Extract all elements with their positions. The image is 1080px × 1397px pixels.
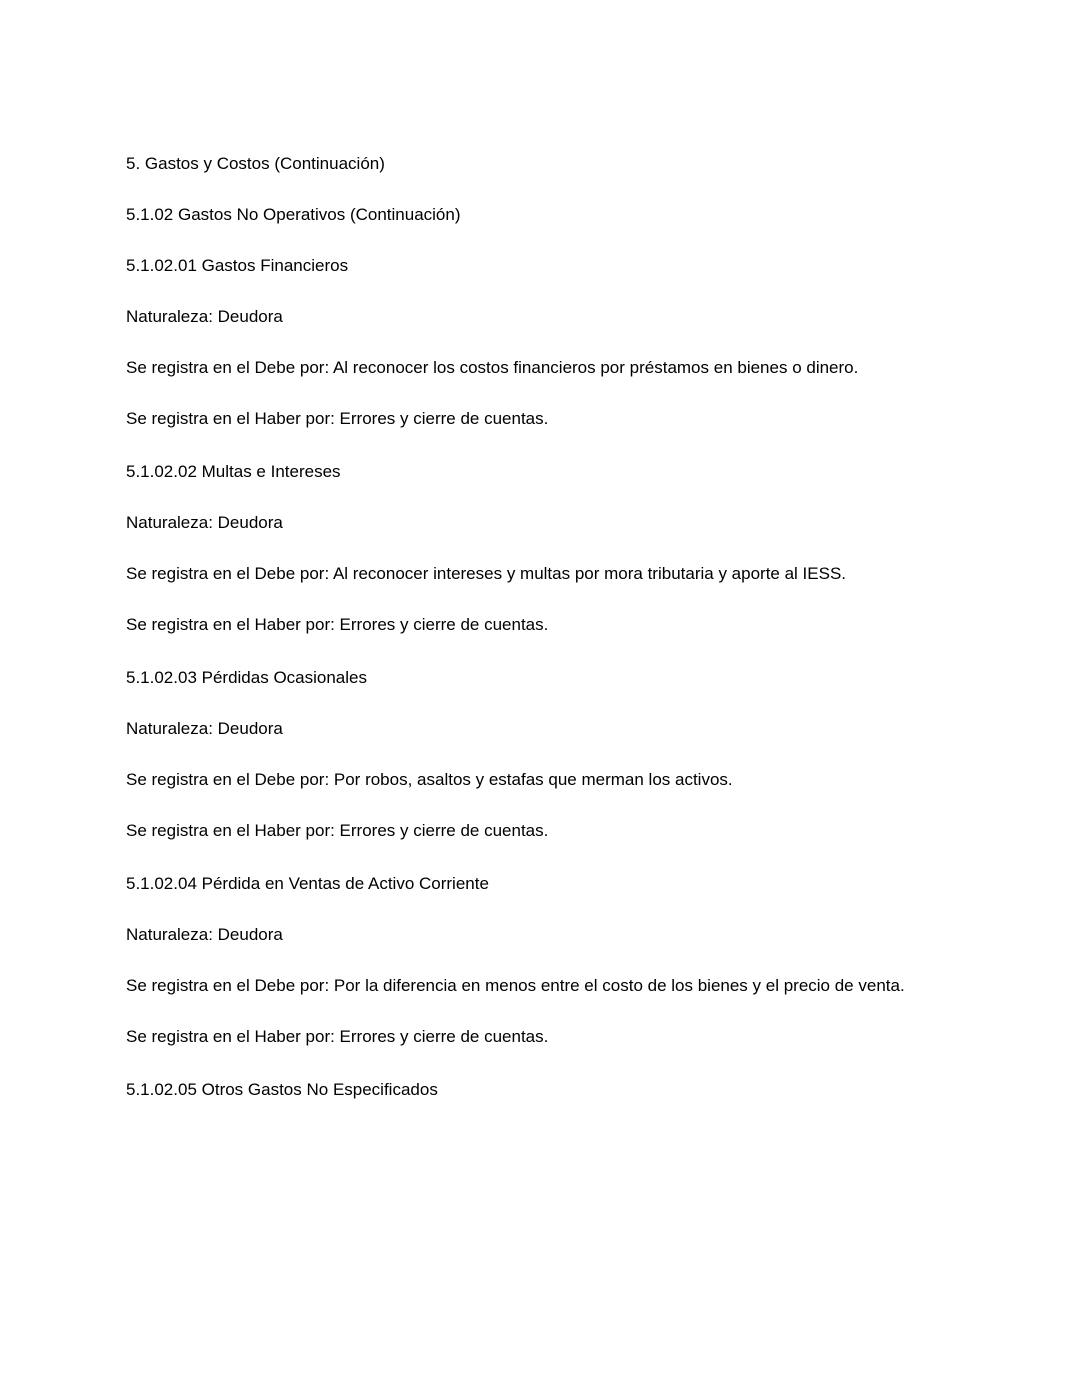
- account-heading: 5.1.02.04 Pérdida en Ventas de Activo Corriente: [126, 874, 489, 893]
- account-credit-rule: Se registra en el Haber por: Errores y cierre de cuentas.: [126, 821, 549, 840]
- account-nature: Naturaleza: Deudora: [126, 925, 283, 944]
- chapter-title: 5. Gastos y Costos (Continuación): [126, 154, 385, 173]
- section-title: 5.1.02 Gastos No Operativos (Continuación): [126, 205, 461, 224]
- account-debit-rule: Se registra en el Debe por: Por robos, asaltos y estafas que merman los activos.: [126, 770, 733, 789]
- account-nature: Naturaleza: Deudora: [126, 307, 283, 326]
- account-debit-rule: Se registra en el Debe por: Por la diferencia en menos entre el costo de los bienes y el precio de venta.: [126, 976, 905, 995]
- account-entry-5-1-02-02: [126, 458, 956, 638]
- account-nature: Naturaleza: Deudora: [126, 513, 283, 532]
- account-heading: 5.1.02.03 Pérdidas Ocasionales: [126, 668, 367, 687]
- account-heading: 5.1.02.05 Otros Gastos No Especificados: [126, 1080, 438, 1099]
- account-credit-rule: Se registra en el Haber por: Errores y cierre de cuentas.: [126, 1027, 549, 1046]
- account-entry-5-1-02-04: [126, 870, 956, 1050]
- account-entry-5-1-02-03: [126, 664, 956, 844]
- account-debit-rule: Se registra en el Debe por: Al reconocer los costos financieros por préstamos en bienes o dinero.: [126, 358, 859, 377]
- account-credit-rule: Se registra en el Haber por: Errores y cierre de cuentas.: [126, 615, 549, 634]
- account-credit-rule: Se registra en el Haber por: Errores y cierre de cuentas.: [126, 409, 549, 428]
- account-nature: Naturaleza: Deudora: [126, 719, 283, 738]
- account-entry-5-1-02-05: [126, 1076, 956, 1103]
- account-heading: 5.1.02.01 Gastos Financieros: [126, 256, 349, 275]
- account-debit-rule: Se registra en el Debe por: Al reconocer intereses y multas por mora tributaria y aporte al IESS.: [126, 564, 847, 583]
- account-heading: 5.1.02.02 Multas e Intereses: [126, 462, 341, 481]
- document-body: [126, 150, 956, 1103]
- account-entry-5-1-02-01: [126, 252, 956, 432]
